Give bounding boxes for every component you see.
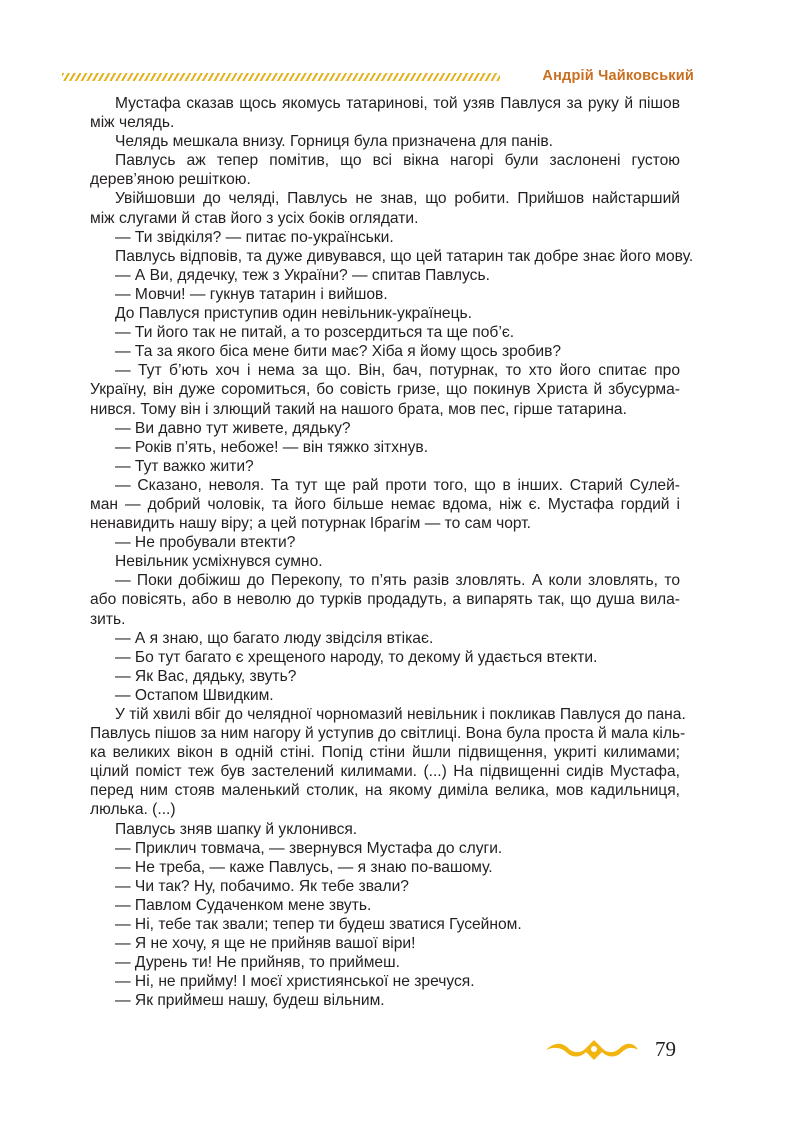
text-line: Павлусь відповів, та дуже дивувався, що цей татарин так добре знає його мову. [115, 247, 694, 265]
text-line: — Років п’ять, небоже! — він тяжко зітхнув. [115, 438, 429, 456]
text-line: Павлусь аж тепер помітив, що всі вікна нагорі були заслонені густою [115, 152, 680, 170]
body-text [90, 94, 694, 1011]
text-line: Челядь мешкала внизу. Горниця була призначена для панів. [115, 133, 554, 151]
text-line: — Остапом Швидким. [115, 686, 274, 704]
text-line: або повісять, або в неволю до турків продадуть, а випарять так, що душа вила- [90, 591, 680, 609]
text-line: — Не треба, — каже Павлусь, — я знаю по-вашому. [115, 858, 493, 876]
text-line: — Тут б’ють хоч і нема за що. Він, бач, потурнак, то хто його спитає про [115, 362, 680, 380]
text-line: — Павлом Судаченком мене звуть. [115, 896, 372, 914]
text-line: ненавидить нашу віру; а цей потурнак Ібрагім — то сам чорт. [90, 515, 532, 533]
text-line: — Та за якого біса мене бити має? Хіба я йому щось зробив? [115, 343, 562, 361]
text-line: — Ти його так не питай, а то розсердиться та ще поб’є. [115, 324, 515, 342]
text-line: — Ні, тебе так звали; тепер ти будеш зватися Гусейном. [115, 916, 522, 934]
text-line: нився. Тому він і злющий такий на нашого брата, мов пес, гірше татарина. [90, 400, 627, 418]
text-line: цілий поміст теж був застелений килимами. (...) На підвищенні сидів Мустафа, [90, 763, 680, 781]
text-line: — Не пробували втекти? [115, 534, 296, 552]
text-line: — Поки добіжиш до Перекопу, то п’ять разів зловлять. А коли зловлять, то [115, 572, 680, 590]
text-line: ман — добрий чоловік, та його більше немає вдома, ніж є. Мустафа гордий і [90, 495, 680, 513]
text-line: між слугами й став його з усіх боків оглядати. [90, 209, 419, 227]
text-line: — Я не хочу, я ще не прийняв вашої віри! [115, 935, 416, 953]
page-number: 79 [655, 1037, 676, 1061]
text-line: люлька. (...) [90, 801, 176, 819]
text-line: — Мовчи! — гукнув татарин і вийшов. [115, 285, 388, 303]
text-line: — А Ви, дядечку, теж з України? — спитав Павлусь. [115, 266, 490, 284]
header-hatch-rule [62, 73, 500, 81]
text-line: У тій хвилі вбіг до челядної чорномазий невільник і покликав Павлуся до пана. [115, 706, 686, 723]
text-line: — Ви давно тут живете, дядьку? [115, 419, 351, 437]
text-line: ка великих вікон в одній стіні. Попід стіни йшли підвищення, укриті килимами; [90, 744, 680, 762]
ornament-icon [544, 1036, 640, 1062]
running-header [62, 66, 694, 88]
author-name: Андрій Чайковський [542, 68, 694, 84]
text-line: — Бо тут багато є хрещеного народу, то декому й удається втекти. [115, 648, 598, 666]
text-line: — Ні, не прийму! І моєї християнської не зречуся. [115, 973, 475, 991]
text-line: між челядь. [90, 114, 175, 132]
text-line: До Павлуся приступив один невільник-українець. [115, 305, 472, 323]
text-line: — Як приймеш нашу, будеш вільним. [115, 992, 385, 1010]
text-line: — Сказано, неволя. Та тут ще рай проти того, що в інших. Старий Сулей- [115, 476, 680, 494]
text-line: — Приклич товмача, — звернувся Мустафа до слуги. [115, 839, 503, 857]
text-line: Павлусь зняв шапку й уклонився. [115, 820, 358, 838]
text-line: — А я знаю, що багато люду звідсіля втікає. [115, 629, 434, 647]
text-line: перед ним стояв маленький столик, на якому диміла велика, мов кадильниця, [90, 782, 680, 800]
text-line: — Тут важко жити? [115, 457, 254, 475]
text-line: Україну, він дуже соромиться, бо совість гризе, що покинув Христа й збусурма- [90, 381, 680, 399]
text-line: Мустафа сказав щось якомусь татаринові, той узяв Павлуся за руку й пішов [115, 95, 680, 112]
text-line: Увійшовши до челяді, Павлусь не знав, що робити. Прийшов найстарший [115, 190, 680, 208]
text-line: — Чи так? Ну, побачимо. Як тебе звали? [115, 877, 409, 895]
text-line: дерев’яною решіткою. [90, 171, 251, 189]
text-line: зить. [90, 610, 126, 628]
text-line: Невільник усміхнувся сумно. [115, 553, 323, 571]
text-line: — Ти звідкіля? — питає по-українськи. [115, 228, 394, 246]
text-line: Павлусь пішов за ним нагору й уступив до світлиці. Вона була проста й мала кіль- [90, 725, 686, 743]
text-line: — Як Вас, дядьку, звуть? [115, 667, 297, 685]
text-line: — Дурень ти! Не прийняв, то приймеш. [115, 954, 400, 972]
